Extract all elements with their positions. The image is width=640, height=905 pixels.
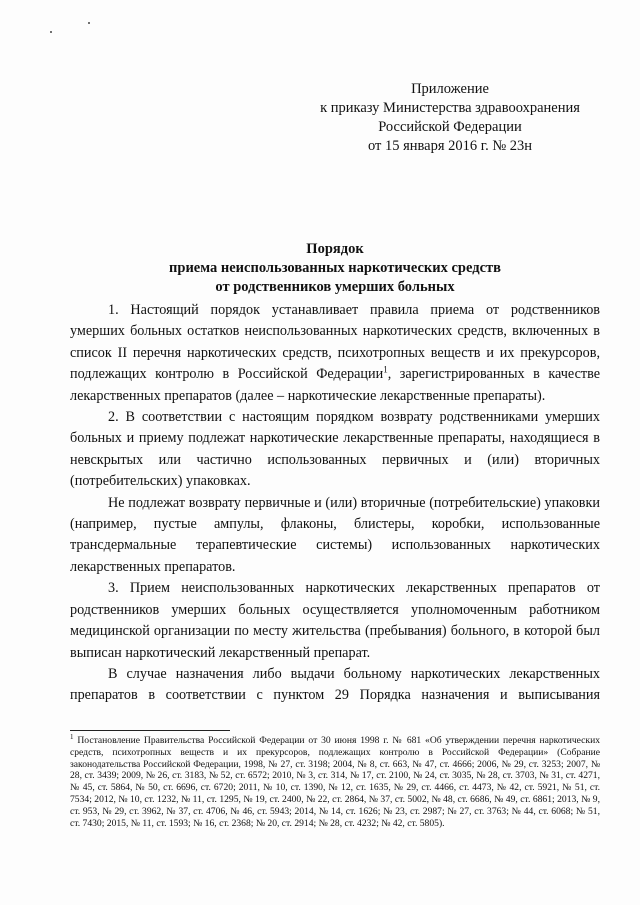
header-appendix-label: Приложение	[411, 81, 489, 97]
scan-speck	[88, 22, 90, 24]
title-line-1: Порядок	[306, 241, 364, 257]
appendix-header	[300, 80, 600, 156]
paragraph-1-tail: , зарегистрированных в качестве лекарственных препаратов (далее – наркотические лекарственные препараты).	[70, 366, 600, 404]
footnote-mark: 1	[70, 732, 74, 741]
paragraph-1	[70, 300, 600, 407]
paragraph-5: В случае назначения либо выдачи больному наркотических лекарственных препаратов в соответствии с пунктом 29 Порядка назначения и выписывания	[70, 665, 600, 704]
footnote-text: Постановление Правительства Российской Федерации от 30 июня 1998 г. № 681 «Об утверждении перечня наркотических средств, психотропных веществ и их прекурсоров, подлежащих контролю в Российской Федерации» (Собрание законодательства Российской Федерации, 1998, № 27, ст. 3198; 2004, № 8, ст. 663, № 47, ст. 4666; 2006, № 29, ст. 3253; 2007, № 28, ст. 3439; 2009, № 26, ст. 3183, № 52, ст. 6572; 2010, № 3, ст. 314, № 17, ст. 2100, № 24, ст. 3035, № 28, ст. 3703, № 31, ст. 4271, № 45, ст. 5864, № 50, ст. 6696, ст. 6720; 2011, № 10, ст. 1390, № 12, ст. 1635, № 29, ст. 4466, ст. 4473, № 42, ст. 5921, № 51, ст. 7534; 2012, № 10, ст. 1232, № 11, ст. 1295, № 19, ст. 2400, № 22, ст. 2864, № 37, ст. 5002, № 48, ст. 6686, № 49, ст. 6861; 2013, № 9, ст. 953, № 29, ст. 3962, № 37, ст. 4706, № 46, ст. 5943; 2014, № 14, ст. 1626; № 23, ст. 2987; № 27, ст. 3763; № 44, ст. 6068; № 51, ст. 7430; 2015, № 11, ст. 1593; № 16, ст. 2368; № 20, ст. 2914; № 28, ст. 4232; № 42, ст. 5805).	[70, 735, 600, 829]
footnote-separator	[70, 730, 230, 731]
header-order-ref: к приказу Министерства здравоохранения	[320, 100, 580, 116]
title-line-2: приема неиспользованных наркотических средств	[169, 260, 501, 276]
title-line-3: от родственников умерших больных	[215, 279, 455, 295]
paragraph-1-text: 1. Настоящий порядок устанавливает правила приема от родственников умерших больных остатков неиспользованных наркотических средств, включенных в список II перечня наркотических средств, психотропных веществ и их прекурсоров, подлежащих контролю в Российской Федерации	[70, 302, 600, 383]
paragraph-3: Не подлежат возврату первичные и (или) вторичные (потребительские) упаковки (например, пустые ампулы, флаконы, блистеры, коробки, использованные трансдермальные терапевтические системы) использованных наркотических лекарственных препаратов.	[70, 494, 600, 575]
footnote-reference: 1	[383, 364, 388, 375]
header-country: Российской Федерации	[378, 119, 522, 135]
paragraph-4: 3. Прием неиспользованных наркотических лекарственных препаратов от родственников умерших больных осуществляется уполномоченным работником медицинской организации по месту жительства (пребывания) больного, в которой был выписан наркотический лекарственный препарат.	[70, 580, 600, 661]
document-body	[70, 300, 600, 707]
header-order-date: от 15 января 2016 г. № 23н	[367, 138, 533, 154]
scan-speck	[50, 31, 52, 33]
paragraph-2: 2. В соответствии с настоящим порядком возврату родственниками умерших больных и приему подлежат наркотические лекарственные препараты, находящиеся в невскрытых или частично использованных первичных и (или) вторичных (потребительских) упаковках.	[70, 409, 600, 490]
footnote	[70, 732, 600, 829]
document-title	[60, 240, 610, 297]
